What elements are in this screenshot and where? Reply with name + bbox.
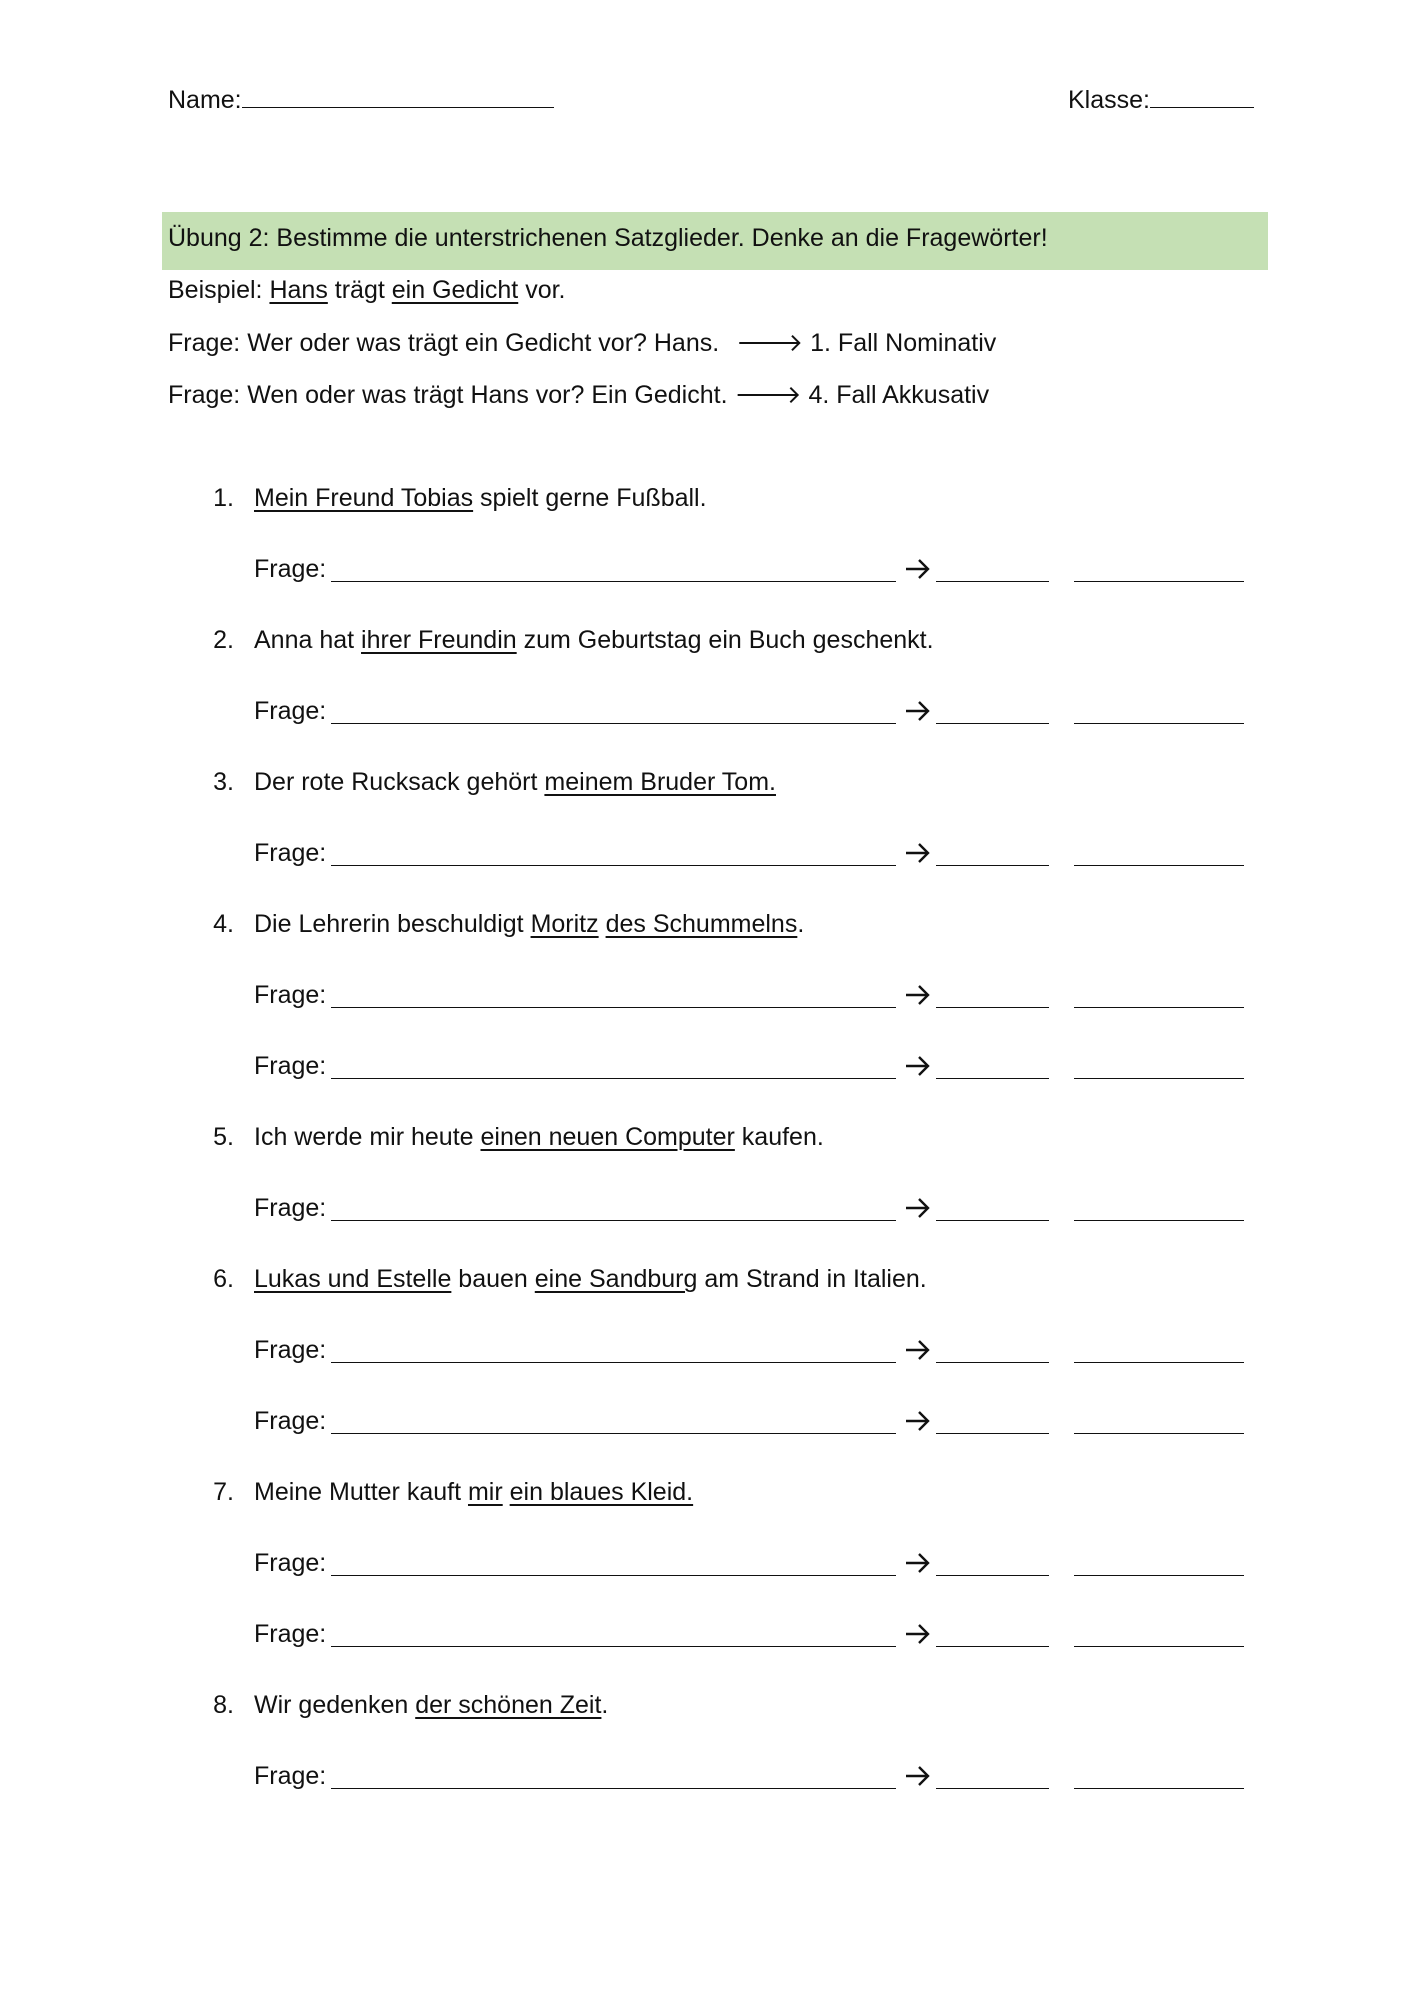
exercise-sentence — [254, 910, 804, 939]
exercise-number: 6. — [213, 1265, 234, 1293]
task-title: Übung 2: Bestimme die unterstrichenen Satzglieder. Denke an die Fragewörter! — [168, 224, 1048, 252]
question-answer-line[interactable] — [331, 1078, 896, 1079]
case-number-line[interactable] — [936, 581, 1049, 582]
case-number-line[interactable] — [936, 865, 1049, 866]
exercise-sentence — [254, 1265, 927, 1294]
klasse-blank-line[interactable] — [1150, 89, 1254, 108]
sentence-text: . — [601, 1691, 609, 1719]
case-name-line[interactable] — [1074, 723, 1244, 724]
answer-row — [254, 1194, 1254, 1228]
answer-row — [254, 1407, 1254, 1441]
arrow-icon — [902, 1614, 934, 1650]
underlined-phrase: eine Sandburg — [534, 1265, 698, 1293]
answer-row — [254, 981, 1254, 1015]
arrow-icon — [902, 975, 934, 1011]
question-answer-line[interactable] — [331, 865, 896, 866]
case-number-line[interactable] — [936, 1646, 1049, 1647]
exercise-sentence — [254, 1123, 824, 1152]
question-answer-line[interactable] — [331, 1220, 896, 1221]
exercise-sentence — [254, 1691, 608, 1720]
sentence-text — [599, 910, 606, 938]
case-number-line[interactable] — [936, 1433, 1049, 1434]
example-question-1 — [168, 328, 996, 358]
underlined-phrase: Lukas und Estelle — [254, 1265, 452, 1293]
example-question-1-text: Frage: Wer oder was trägt ein Gedicht vor? Hans. — [168, 329, 720, 357]
question-answer-line[interactable] — [331, 1646, 896, 1647]
case-number-line[interactable] — [936, 1788, 1049, 1789]
exercise-sentence — [254, 484, 707, 513]
name-blank-line[interactable] — [242, 89, 554, 108]
underlined-phrase: Mein Freund Tobias — [254, 484, 474, 512]
arrow-icon — [902, 1330, 934, 1366]
frage-label: Frage: — [254, 555, 327, 583]
example-subject: Hans — [269, 276, 328, 304]
case-name-line[interactable] — [1074, 1007, 1244, 1008]
question-answer-line[interactable] — [331, 1007, 896, 1008]
frage-label: Frage: — [254, 1620, 327, 1648]
sentence-text: Der rote Rucksack gehört — [254, 768, 545, 796]
arrow-icon — [902, 833, 934, 869]
arrow-icon — [902, 1188, 934, 1224]
answer-row — [254, 555, 1254, 589]
name-label: Name: — [168, 86, 242, 114]
case-number-line[interactable] — [936, 1220, 1049, 1221]
arrow-icon — [902, 1401, 934, 1437]
frage-label: Frage: — [254, 1549, 327, 1577]
case-name-line[interactable] — [1074, 1078, 1244, 1079]
example-particle: vor. — [525, 276, 566, 304]
frage-label: Frage: — [254, 1407, 327, 1435]
sentence-text: kaufen. — [734, 1123, 824, 1151]
frage-label: Frage: — [254, 1762, 327, 1790]
sentence-text: Wir gedenken — [254, 1691, 416, 1719]
question-answer-line[interactable] — [331, 723, 896, 724]
case-number-line[interactable] — [936, 1078, 1049, 1079]
example-object: ein Gedicht — [391, 276, 519, 304]
frage-label: Frage: — [254, 1052, 327, 1080]
exercise-sentence — [254, 626, 934, 655]
case-name-line[interactable] — [1074, 1646, 1244, 1647]
sentence-text: spielt gerne Fußball. — [473, 484, 707, 512]
case-name-line[interactable] — [1074, 1362, 1244, 1363]
case-name-line[interactable] — [1074, 581, 1244, 582]
exercise-number: 8. — [213, 1691, 234, 1719]
case-name-line[interactable] — [1074, 1220, 1244, 1221]
arrow-icon: 🡒 — [734, 381, 802, 409]
case-name-line[interactable] — [1074, 1788, 1244, 1789]
exercise-sentence — [254, 768, 776, 797]
frage-label: Frage: — [254, 697, 327, 725]
answer-row — [254, 1620, 1254, 1654]
example-verb: trägt — [334, 276, 385, 304]
sentence-text: Ich werde mir heute — [254, 1123, 481, 1151]
sentence-text: Die Lehrerin beschuldigt — [254, 910, 531, 938]
underlined-phrase: der schönen Zeit — [415, 1691, 602, 1719]
arrow-icon — [902, 1046, 934, 1082]
arrow-icon: 🡒 — [736, 329, 804, 357]
underlined-phrase: einen neuen Computer — [480, 1123, 735, 1151]
case-name-line[interactable] — [1074, 1433, 1244, 1434]
question-answer-line[interactable] — [331, 1433, 896, 1434]
exercise-number: 4. — [213, 910, 234, 938]
question-answer-line[interactable] — [331, 1362, 896, 1363]
example-answer-1: 1. Fall Nominativ — [810, 329, 997, 357]
exercise-number: 2. — [213, 626, 234, 654]
example-question-2-text: Frage: Wen oder was trägt Hans vor? Ein Gedicht. — [168, 381, 728, 409]
exercise-number: 5. — [213, 1123, 234, 1151]
answer-row — [254, 839, 1254, 873]
answer-row — [254, 697, 1254, 731]
sentence-text: . — [797, 910, 805, 938]
underlined-phrase: meinem Bruder Tom. — [544, 768, 776, 796]
example-question-2 — [168, 380, 989, 410]
frage-label: Frage: — [254, 1336, 327, 1364]
case-number-line[interactable] — [936, 1007, 1049, 1008]
exercise-number: 7. — [213, 1478, 234, 1506]
case-number-line[interactable] — [936, 723, 1049, 724]
sentence-text: bauen — [451, 1265, 535, 1293]
klasse-field[interactable] — [1068, 86, 1254, 115]
underlined-phrase: des Schummelns — [605, 910, 798, 938]
sentence-text: zum Geburtstag ein Buch geschenkt. — [516, 626, 934, 654]
klasse-label: Klasse: — [1068, 86, 1150, 114]
exercise-number: 3. — [213, 768, 234, 796]
sentence-text: am Strand in Italien. — [697, 1265, 927, 1293]
arrow-icon — [902, 691, 934, 727]
underlined-phrase: mir — [467, 1478, 503, 1506]
underlined-phrase: ein blaues Kleid. — [509, 1478, 694, 1506]
arrow-icon — [902, 1543, 934, 1579]
answer-row — [254, 1052, 1254, 1086]
answer-row — [254, 1549, 1254, 1583]
case-name-line[interactable] — [1074, 1575, 1244, 1576]
example-sentence — [168, 276, 565, 305]
sentence-text — [503, 1478, 510, 1506]
underlined-phrase: ihrer Freundin — [361, 626, 517, 654]
exercise-sentence — [254, 1478, 693, 1507]
frage-label: Frage: — [254, 839, 327, 867]
sentence-text: Meine Mutter kauft — [254, 1478, 468, 1506]
question-answer-line[interactable] — [331, 1575, 896, 1576]
frage-label: Frage: — [254, 981, 327, 1009]
arrow-icon — [902, 1756, 934, 1792]
question-answer-line[interactable] — [331, 581, 896, 582]
case-number-line[interactable] — [936, 1362, 1049, 1363]
example-answer-2: 4. Fall Akkusativ — [808, 381, 990, 409]
answer-row — [254, 1762, 1254, 1796]
answer-row — [254, 1336, 1254, 1370]
frage-label: Frage: — [254, 1194, 327, 1222]
question-answer-line[interactable] — [331, 1788, 896, 1789]
underlined-phrase: Moritz — [530, 910, 599, 938]
case-name-line[interactable] — [1074, 865, 1244, 866]
exercise-number: 1. — [213, 484, 234, 512]
example-label: Beispiel: — [168, 276, 263, 304]
name-field[interactable] — [168, 86, 554, 115]
case-number-line[interactable] — [936, 1575, 1049, 1576]
sentence-text: Anna hat — [254, 626, 362, 654]
arrow-icon — [902, 549, 934, 585]
